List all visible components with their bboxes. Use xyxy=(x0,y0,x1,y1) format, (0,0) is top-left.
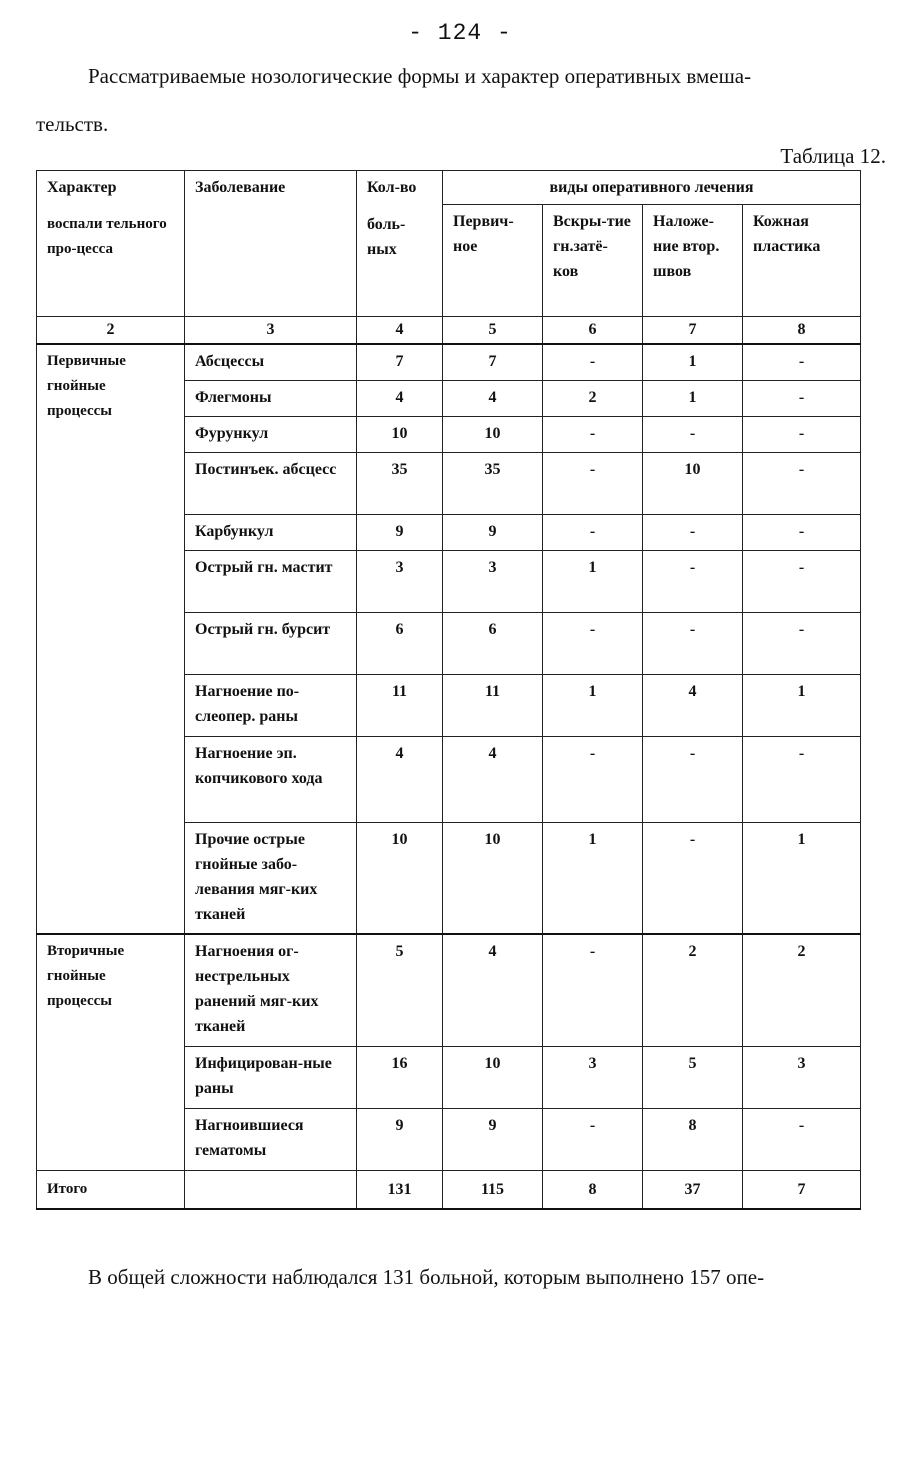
header-col4: Первич-ное xyxy=(443,205,543,317)
plastic-cell: - xyxy=(743,1108,861,1170)
primary-cell: 10 xyxy=(443,1046,543,1108)
sutures-cell: - xyxy=(643,612,743,674)
opening-cell: - xyxy=(543,612,643,674)
column-number: 5 xyxy=(443,317,543,345)
page-number: - 124 - xyxy=(408,20,512,46)
header-col3-subtitle: боль-ных xyxy=(367,216,406,258)
intro-line-2: тельств. xyxy=(36,112,109,136)
total-row xyxy=(37,1170,861,1209)
opening-cell: 3 xyxy=(543,1046,643,1108)
column-number: 4 xyxy=(357,317,443,345)
plastic-cell: 1 xyxy=(743,822,861,934)
opening-cell: - xyxy=(543,344,643,380)
primary-cell: 4 xyxy=(443,380,543,416)
count-cell: 4 xyxy=(357,736,443,822)
intro-line-1: Рассматриваемые нозологические формы и характер оперативных вмеша- xyxy=(88,64,752,88)
sutures-cell: 2 xyxy=(643,934,743,1046)
process-group-cell: Первичные гнойные процессы xyxy=(37,344,185,934)
count-cell: 6 xyxy=(357,612,443,674)
opening-cell: 2 xyxy=(543,380,643,416)
column-number-row xyxy=(37,317,861,345)
opening-cell: 1 xyxy=(543,822,643,934)
sutures-cell: 4 xyxy=(643,674,743,736)
count-cell: 4 xyxy=(357,380,443,416)
primary-cell: 9 xyxy=(443,1108,543,1170)
disease-cell: Нагноившиеся гематомы xyxy=(185,1108,357,1170)
sutures-cell: 1 xyxy=(643,344,743,380)
column-number: 2 xyxy=(37,317,185,345)
count-cell: 10 xyxy=(357,416,443,452)
column-number: 8 xyxy=(743,317,861,345)
primary-cell: 6 xyxy=(443,612,543,674)
column-number: 3 xyxy=(185,317,357,345)
disease-cell: Инфицирован-ные раны xyxy=(185,1046,357,1108)
table-row xyxy=(37,934,861,1046)
opening-cell: - xyxy=(543,514,643,550)
count-cell: 11 xyxy=(357,674,443,736)
plastic-cell: 2 xyxy=(743,934,861,1046)
plastic-cell: - xyxy=(743,514,861,550)
disease-cell: Нагноения ог-нестрельных ранений мяг-ких тканей xyxy=(185,934,357,1046)
total-label: Итого xyxy=(37,1170,185,1209)
sutures-cell: - xyxy=(643,514,743,550)
opening-cell: - xyxy=(543,736,643,822)
column-number: 7 xyxy=(643,317,743,345)
header-col3 xyxy=(357,171,443,317)
count-cell: 35 xyxy=(357,452,443,514)
primary-cell: 35 xyxy=(443,452,543,514)
disease-cell: Фурункул xyxy=(185,416,357,452)
plastic-cell: 3 xyxy=(743,1046,861,1108)
count-cell: 7 xyxy=(357,344,443,380)
footer-text: В общей сложности наблюдался 131 больной, которым выполнено 157 опе- xyxy=(88,1265,765,1289)
primary-cell: 9 xyxy=(443,514,543,550)
table-row xyxy=(37,344,861,380)
nosology-table xyxy=(36,170,861,1210)
disease-cell: Нагноение по-слеопер. раны xyxy=(185,674,357,736)
opening-cell: - xyxy=(543,452,643,514)
opening-cell: 1 xyxy=(543,550,643,612)
sutures-cell: 8 xyxy=(643,1108,743,1170)
primary-cell: 4 xyxy=(443,736,543,822)
header-col7: Кожная пластика xyxy=(743,205,861,317)
sutures-cell: 1 xyxy=(643,380,743,416)
count-cell: 16 xyxy=(357,1046,443,1108)
total-opening: 8 xyxy=(543,1170,643,1209)
sutures-cell: 10 xyxy=(643,452,743,514)
opening-cell: - xyxy=(543,1108,643,1170)
header-col1-title: Характер xyxy=(47,179,117,196)
disease-cell: Флегмоны xyxy=(185,380,357,416)
plastic-cell: - xyxy=(743,380,861,416)
disease-cell: Постинъек. абсцесс xyxy=(185,452,357,514)
plastic-cell: 1 xyxy=(743,674,861,736)
header-row-1 xyxy=(37,171,861,205)
disease-cell: Карбункул xyxy=(185,514,357,550)
primary-cell: 4 xyxy=(443,934,543,1046)
count-cell: 9 xyxy=(357,1108,443,1170)
total-primary: 115 xyxy=(443,1170,543,1209)
primary-cell: 10 xyxy=(443,822,543,934)
primary-cell: 7 xyxy=(443,344,543,380)
disease-cell: Острый гн. мастит xyxy=(185,550,357,612)
count-cell: 9 xyxy=(357,514,443,550)
opening-cell: 1 xyxy=(543,674,643,736)
header-col1-subtitle: воспали тельного про-цесса xyxy=(47,216,167,257)
plastic-cell: - xyxy=(743,416,861,452)
plastic-cell: - xyxy=(743,736,861,822)
column-number: 6 xyxy=(543,317,643,345)
header-col2: Заболевание xyxy=(185,171,357,317)
disease-cell: Острый гн. бурсит xyxy=(185,612,357,674)
sutures-cell: - xyxy=(643,736,743,822)
count-cell: 10 xyxy=(357,822,443,934)
plastic-cell: - xyxy=(743,550,861,612)
sutures-cell: - xyxy=(643,550,743,612)
header-col6: Наложе-ние втор. швов xyxy=(643,205,743,317)
header-group: виды оперативного лечения xyxy=(443,171,861,205)
plastic-cell: - xyxy=(743,452,861,514)
plastic-cell: - xyxy=(743,344,861,380)
disease-cell: Прочие острые гнойные забо-левания мяг-ких тканей xyxy=(185,822,357,934)
count-cell: 5 xyxy=(357,934,443,1046)
opening-cell: - xyxy=(543,416,643,452)
primary-cell: 10 xyxy=(443,416,543,452)
header-col1 xyxy=(37,171,185,317)
primary-cell: 3 xyxy=(443,550,543,612)
sutures-cell: - xyxy=(643,416,743,452)
total-count: 131 xyxy=(357,1170,443,1209)
opening-cell: - xyxy=(543,934,643,1046)
total-empty xyxy=(185,1170,357,1209)
sutures-cell: 5 xyxy=(643,1046,743,1108)
count-cell: 3 xyxy=(357,550,443,612)
table-label: Таблица 12. xyxy=(780,144,886,168)
header-col3-title: Кол-во xyxy=(367,179,417,196)
process-group-cell: Вторичные гнойные процессы xyxy=(37,934,185,1170)
disease-cell: Нагноение эп. копчикового хода xyxy=(185,736,357,822)
total-plastic: 7 xyxy=(743,1170,861,1209)
total-sutures: 37 xyxy=(643,1170,743,1209)
sutures-cell: - xyxy=(643,822,743,934)
primary-cell: 11 xyxy=(443,674,543,736)
disease-cell: Абсцессы xyxy=(185,344,357,380)
plastic-cell: - xyxy=(743,612,861,674)
header-col5: Вскры-тие гн.затё-ков xyxy=(543,205,643,317)
